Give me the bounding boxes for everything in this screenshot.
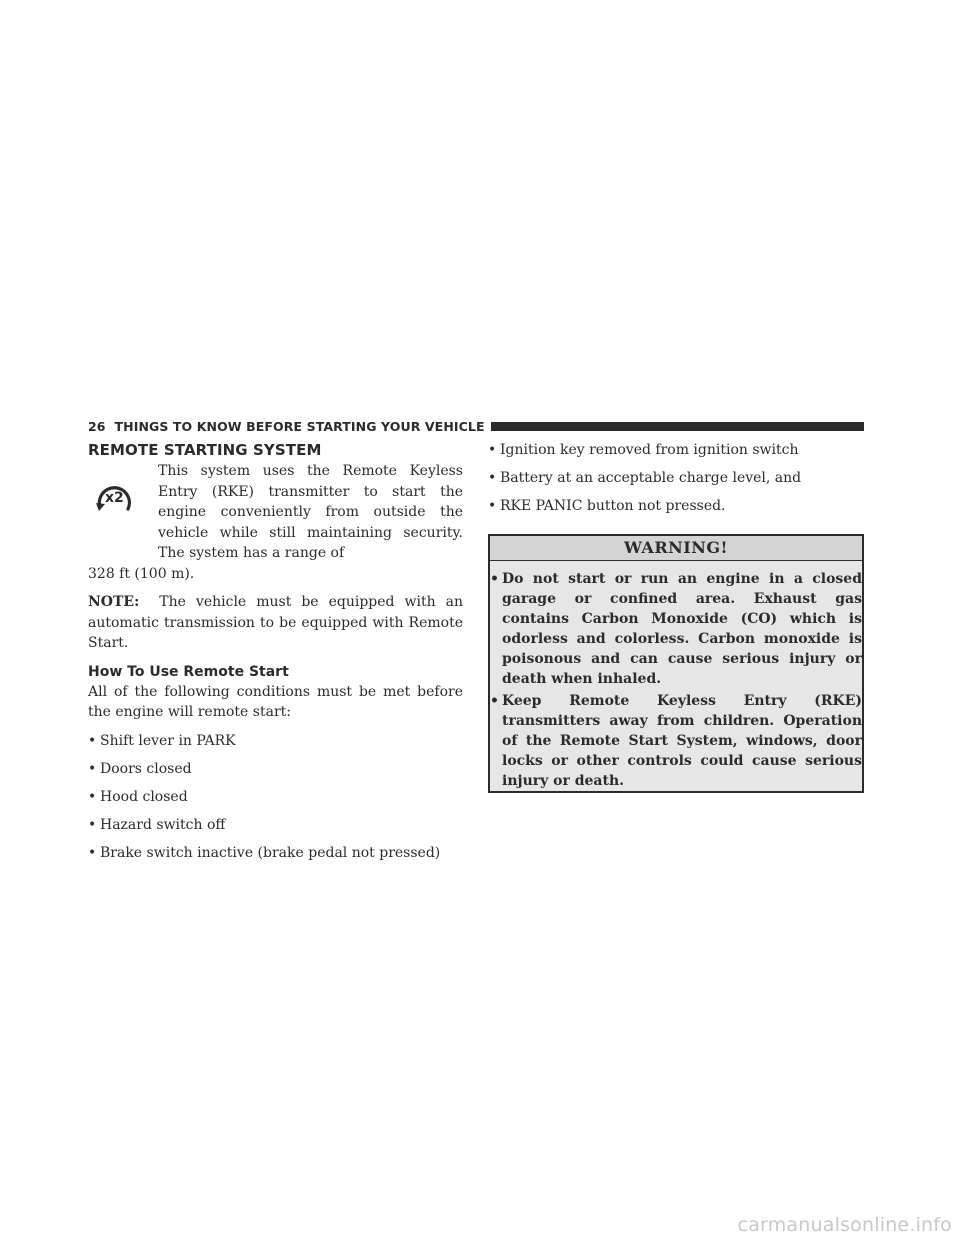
page-header xyxy=(88,419,864,433)
note-text: The vehicle must be equipped with an automatic transmission to be equipped with Remote Start. xyxy=(88,594,463,651)
list-item: • Hood closed xyxy=(88,788,188,805)
list-item: • Battery at an acceptable charge level, and xyxy=(488,470,802,486)
list-item: • Hazard switch off xyxy=(88,816,226,833)
svg-text:x2: x2 xyxy=(105,490,124,506)
remote-start-x2-icon xyxy=(88,473,150,521)
list-item: • Brake switch inactive (brake pedal not pressed) xyxy=(88,844,441,861)
note-label: NOTE: xyxy=(88,594,140,610)
conditions-list-continued xyxy=(488,440,864,516)
warning-item: • Keep Remote Keyless Entry (RKE) transmitters away from children. Operation of the Remote Start System, windows, door locks or other controls could cause serious injury or death. xyxy=(490,693,862,789)
header-bar xyxy=(491,422,864,431)
left-column xyxy=(88,440,463,863)
section-title: REMOTE STARTING SYSTEM xyxy=(88,441,322,459)
right-column xyxy=(488,440,864,793)
intro-tail: 328 ft (100 m). xyxy=(88,565,195,582)
warning-list xyxy=(490,569,862,791)
warning-title: WARNING! xyxy=(490,536,862,561)
subsection-title: How To Use Remote Start xyxy=(88,663,289,680)
warning-item: • Do not start or run an engine in a closed garage or confined area. Exhaust gas contains Carbon Monoxide (CO) which is odorless and colorless. Carbon monoxide is poisonous and can cause serious injury or death when inhaled. xyxy=(490,571,862,687)
note-paragraph xyxy=(88,592,463,654)
warning-box xyxy=(488,534,864,793)
list-item: • RKE PANIC button not pressed. xyxy=(488,498,726,514)
watermark: carmanualsonline.info xyxy=(737,1214,952,1236)
intro-text: This system uses the Remote Keyless Entry (RKE) transmitter to start the engine conveniently from outside the vehicle while still maintaining security. The system has a range of xyxy=(158,463,463,561)
list-item: • Doors closed xyxy=(88,760,192,777)
header-title xyxy=(88,419,491,434)
conditions-list xyxy=(88,731,463,863)
intro-block xyxy=(88,461,463,584)
section-name: THINGS TO KNOW BEFORE STARTING YOUR VEHICLE xyxy=(114,418,485,434)
list-item: • Ignition key removed from ignition switch xyxy=(488,442,799,458)
page-number: 26 xyxy=(88,418,106,434)
conditions-intro: All of the following conditions must be met before the engine will remote start: xyxy=(88,683,463,720)
list-item: • Shift lever in PARK xyxy=(88,732,236,749)
